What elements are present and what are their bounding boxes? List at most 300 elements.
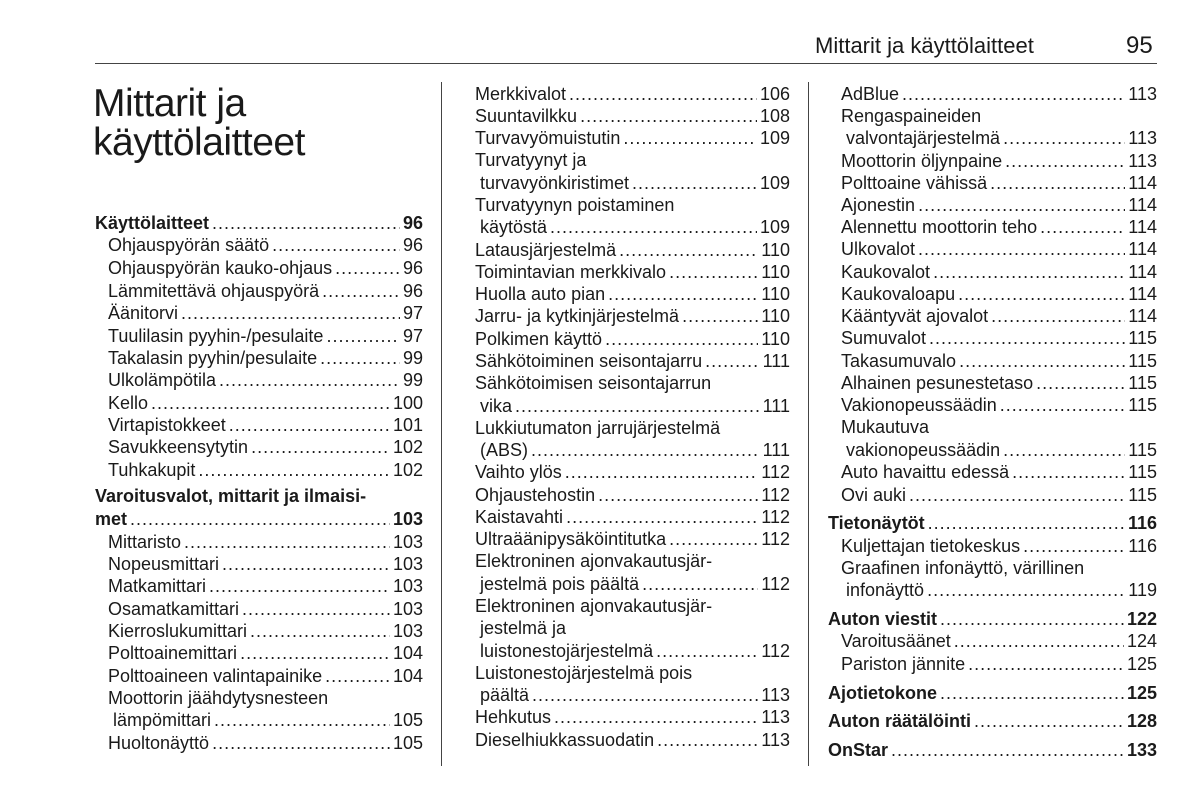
- toc-dot-leader: [1012, 462, 1125, 483]
- toc-entry[interactable]: [841, 306, 1157, 327]
- toc-entry-label: Virtapistokkeet: [108, 415, 226, 435]
- toc-entry[interactable]: [108, 348, 423, 369]
- toc-dot-leader: [569, 84, 757, 105]
- toc-entry[interactable]: [475, 730, 790, 751]
- toc-entry[interactable]: [108, 733, 423, 754]
- toc-dot-leader: [933, 262, 1125, 283]
- toc-entry-page-number: 109: [759, 128, 790, 148]
- toc-entry-label: päältä: [480, 685, 530, 705]
- toc-entry-page-number: 103: [392, 554, 423, 574]
- toc-entry[interactable]: [108, 437, 423, 458]
- toc-dot-leader: [958, 284, 1125, 305]
- toc-entry-label: Moottorin öljynpaine: [841, 151, 1003, 171]
- toc-dot-leader: [272, 235, 400, 256]
- toc-entry-text: Graafinen infonäyttö, värillinen: [841, 558, 1085, 578]
- toc-entry[interactable]: [841, 654, 1157, 675]
- toc-entry-label: vika: [480, 396, 513, 416]
- toc-entry[interactable]: [841, 284, 1157, 305]
- toc-dot-leader: [657, 730, 758, 751]
- toc-entry[interactable]: [108, 281, 423, 302]
- toc-entry-label: Ohjauspyörän kauko-ohjaus: [108, 258, 333, 278]
- toc-entry[interactable]: [841, 217, 1157, 238]
- toc-dot-leader: [532, 685, 758, 706]
- toc-entry[interactable]: [828, 711, 1157, 732]
- toc-entry-page-number: 105: [392, 733, 423, 753]
- toc-entry-label: jestelmä pois päältä: [480, 574, 640, 594]
- toc-dot-leader: [632, 173, 757, 194]
- toc-entry-label: Toimintavian merkkivalo: [475, 262, 667, 282]
- toc-dot-leader: [959, 351, 1125, 372]
- toc-entry-text: Mukautuva: [841, 417, 930, 437]
- toc-entry-label: Turvavyömuistutin: [475, 128, 621, 148]
- toc-dot-leader: [335, 258, 400, 279]
- toc-entry-page-number: 113: [1128, 151, 1157, 171]
- toc-entry-page-number: 114: [1128, 262, 1157, 282]
- toc-dot-leader: [214, 710, 390, 731]
- toc-entry[interactable]: [108, 460, 423, 481]
- toc-dot-leader: [918, 195, 1125, 216]
- toc-dot-leader: [928, 513, 1125, 534]
- toc-entry-page-number: 97: [402, 303, 423, 323]
- toc-entry[interactable]: [108, 326, 423, 347]
- toc-entry-label: Ajotietokone: [828, 683, 938, 703]
- toc-dot-leader: [229, 415, 390, 436]
- toc-dot-leader: [198, 460, 390, 481]
- toc-entry-page-number: 115: [1128, 462, 1157, 482]
- toc-entry-label: met: [95, 509, 128, 529]
- toc-entry-text: Sähkötoimisen seisontajarrun: [475, 373, 712, 393]
- toc-entry-page-number: 113: [1128, 128, 1157, 148]
- toc-entry-page-number: 102: [392, 460, 423, 480]
- toc-entry-page-number: 112: [761, 507, 790, 527]
- toc-entry-label: Matkamittari: [108, 576, 207, 596]
- toc-dot-leader: [554, 707, 758, 728]
- toc-entry-text: Elektroninen ajonvakautusjär-: [475, 551, 713, 571]
- toc-entry-label: Tietonäytöt: [828, 513, 925, 533]
- toc-entry-label: Jarru- ja kytkinjärjestelmä: [475, 306, 680, 326]
- chapter-title-line-1: Mittarit ja: [93, 82, 246, 125]
- toc-entry-label: Latausjärjestelmä: [475, 240, 617, 260]
- toc-entry[interactable]: [475, 351, 790, 372]
- toc-entry-page-number: 114: [1128, 239, 1157, 259]
- toc-entry-page-number: 110: [761, 262, 790, 282]
- toc-dot-leader: [222, 554, 390, 575]
- toc-entry[interactable]: [475, 84, 790, 105]
- toc-entry-page-number: 96: [402, 258, 423, 278]
- toc-entry[interactable]: [828, 740, 1157, 761]
- toc-dot-leader: [130, 509, 390, 530]
- toc-entry[interactable]: [841, 195, 1157, 216]
- toc-entry-label: Käyttölaitteet: [95, 213, 210, 233]
- toc-entry[interactable]: [113, 710, 423, 731]
- toc-entry-label: luistonestojärjestelmä: [480, 641, 654, 661]
- toc-dot-leader: [325, 666, 390, 687]
- toc-dot-leader: [151, 393, 390, 414]
- toc-entry[interactable]: [480, 396, 790, 417]
- toc-entry[interactable]: [95, 213, 423, 234]
- toc-entry-label: AdBlue: [841, 84, 900, 104]
- toc-entry-label: Savukkeensytytin: [108, 437, 249, 457]
- toc-entry-page-number: 99: [402, 348, 423, 368]
- toc-entry-label: Huoltonäyttö: [108, 733, 210, 753]
- toc-entry[interactable]: [108, 258, 423, 279]
- toc-dot-leader: [1003, 440, 1125, 461]
- toc-entry-text: Turvatyynyn poistaminen: [475, 195, 675, 215]
- toc-dot-leader: [623, 128, 757, 149]
- toc-entry-label: Sähkötoiminen seisontajarru: [475, 351, 703, 371]
- toc-entry-page-number: 104: [392, 666, 423, 686]
- toc-entry[interactable]: [475, 262, 790, 283]
- toc-entry-page-number: 109: [759, 173, 790, 193]
- toc-entry-page-number: 114: [1128, 195, 1157, 215]
- toc-entry[interactable]: [475, 707, 790, 728]
- toc-entry-page-number: 116: [1127, 513, 1157, 533]
- toc-entry-label: Takasumuvalo: [841, 351, 957, 371]
- toc-entry-label: Vakionopeussäädin: [841, 395, 997, 415]
- toc-dot-leader: [184, 532, 390, 553]
- toc-entry[interactable]: [846, 580, 1157, 601]
- toc-entry[interactable]: [475, 462, 790, 483]
- toc-entry[interactable]: [475, 507, 790, 528]
- toc-entry[interactable]: [480, 173, 790, 194]
- toc-entry-label: Polttoaineen valintapainike: [108, 666, 323, 686]
- toc-entry-label: Ulkovalot: [841, 239, 916, 259]
- toc-entry[interactable]: [480, 574, 790, 595]
- toc-entry-page-number: 111: [762, 396, 790, 416]
- toc-dot-leader: [515, 396, 760, 417]
- toc-entry-text: Elektroninen ajonvakautusjär-: [475, 596, 713, 616]
- toc-entry[interactable]: [475, 329, 790, 350]
- toc-entry[interactable]: [841, 151, 1157, 172]
- toc-dot-leader: [605, 329, 758, 350]
- toc-entry[interactable]: [475, 306, 790, 327]
- toc-dot-leader: [212, 733, 390, 754]
- toc-dot-leader: [1036, 373, 1125, 394]
- toc-entry[interactable]: [841, 395, 1157, 416]
- toc-entry-page-number: 102: [392, 437, 423, 457]
- toc-entry-label: Dieselhiukkassuodatin: [475, 730, 655, 750]
- toc-entry-label: Ulkolämpötila: [108, 370, 217, 390]
- toc-dot-leader: [705, 351, 759, 372]
- toc-entry-label: Ultraäänipysäköintitutka: [475, 529, 667, 549]
- toc-entry-page-number: 110: [761, 240, 790, 260]
- toc-entry[interactable]: [480, 685, 790, 706]
- toc-entry[interactable]: [841, 351, 1157, 372]
- toc-entry[interactable]: [828, 513, 1157, 534]
- toc-dot-leader: [322, 281, 400, 302]
- toc-entry[interactable]: [108, 576, 423, 597]
- toc-entry-page-number: 110: [761, 284, 790, 304]
- toc-dot-leader: [1040, 217, 1125, 238]
- toc-entry-label: Polttoaine vähissä: [841, 173, 988, 193]
- toc-dot-leader: [990, 173, 1125, 194]
- toc-entry-page-number: 110: [761, 329, 790, 349]
- toc-entry-page-number: 112: [761, 462, 790, 482]
- toc-entry-label: Pariston jännite: [841, 654, 966, 674]
- toc-entry[interactable]: [475, 485, 790, 506]
- toc-entry[interactable]: [846, 128, 1157, 149]
- toc-entry-page-number: 116: [1128, 536, 1157, 556]
- toc-dot-leader: [619, 240, 758, 261]
- toc-entry[interactable]: [108, 554, 423, 575]
- toc-entry-label: Auton viestit: [828, 609, 938, 629]
- toc-entry-page-number: 112: [761, 574, 790, 594]
- toc-entry-page-number: 114: [1128, 284, 1157, 304]
- toc-entry[interactable]: [480, 641, 790, 662]
- toc-entry-page-number: 124: [1126, 631, 1157, 651]
- toc-dot-leader: [642, 574, 758, 595]
- toc-entry-page-number: 112: [761, 485, 790, 505]
- toc-entry-page-number: 125: [1126, 683, 1157, 703]
- toc-entry-page-number: 113: [761, 685, 790, 705]
- toc-entry[interactable]: [108, 666, 423, 687]
- toc-dot-leader: [909, 485, 1125, 506]
- toc-entry[interactable]: [841, 173, 1157, 194]
- toc-entry[interactable]: [841, 536, 1157, 557]
- toc-entry[interactable]: [475, 106, 790, 127]
- toc-entry-page-number: 100: [392, 393, 423, 413]
- header-rule: [95, 63, 1157, 64]
- toc-entry-page-number: 111: [762, 351, 790, 371]
- toc-dot-leader: [974, 711, 1124, 732]
- toc-entry-page-number: 103: [392, 532, 423, 552]
- toc-dot-leader: [929, 328, 1125, 349]
- toc-entry-text: Lukkiutumaton jarrujärjestelmä: [475, 418, 721, 438]
- toc-entry-page-number: 104: [392, 643, 423, 663]
- toc-entry-label: Kaukovalot: [841, 262, 931, 282]
- toc-entry-page-number: 113: [761, 730, 790, 750]
- toc-dot-leader: [954, 631, 1124, 652]
- toc-entry-page-number: 110: [761, 306, 790, 326]
- toc-entry-page-number: 101: [392, 415, 423, 435]
- toc-entry-page-number: 125: [1126, 654, 1157, 674]
- toc-entry-page-number: 96: [402, 213, 423, 233]
- toc-entry[interactable]: [95, 509, 423, 530]
- toc-entry-page-number: 111: [762, 440, 790, 460]
- chapter-title: [93, 84, 305, 162]
- toc-dot-leader: [598, 485, 758, 506]
- toc-dot-leader: [891, 740, 1124, 761]
- toc-entry[interactable]: [108, 393, 423, 414]
- toc-entry-label: Varoitusäänet: [841, 631, 951, 651]
- toc-dot-leader: [566, 507, 758, 528]
- toc-dot-leader: [918, 239, 1125, 260]
- toc-entry[interactable]: [475, 529, 790, 550]
- toc-entry-label: käytöstä: [480, 217, 548, 237]
- toc-dot-leader: [580, 106, 757, 127]
- toc-entry-label: Nopeusmittari: [108, 554, 220, 574]
- toc-entry-label: Takalasin pyyhin/pesulaite: [108, 348, 318, 368]
- toc-entry-label: Tuulilasin pyyhin-/pesulaite: [108, 326, 324, 346]
- toc-dot-leader: [326, 326, 400, 347]
- toc-entry-label: Kello: [108, 393, 149, 413]
- toc-entry-label: Alennettu moottorin teho: [841, 217, 1038, 237]
- toc-dot-leader: [209, 576, 390, 597]
- toc-entry-text: Luistonestojärjestelmä pois: [475, 663, 693, 683]
- toc-entry-label: Polttoainemittari: [108, 643, 238, 663]
- toc-entry[interactable]: [841, 262, 1157, 283]
- toc-entry-text: Varoitusvalot, mittarit ja ilmaisi-: [95, 486, 367, 506]
- toc-entry-page-number: 119: [1128, 580, 1157, 600]
- toc-entry[interactable]: [108, 599, 423, 620]
- toc-entry-label: Auton räätälöinti: [828, 711, 971, 731]
- toc-entry-page-number: 106: [759, 84, 790, 104]
- toc-entry-page-number: 115: [1128, 440, 1157, 460]
- toc-dot-leader: [927, 580, 1125, 601]
- toc-entry[interactable]: [841, 84, 1157, 105]
- toc-dot-leader: [902, 84, 1125, 105]
- toc-entry-text: Moottorin jäähdytysnesteen: [108, 688, 329, 708]
- toc-entry[interactable]: [480, 440, 790, 461]
- toc-entry-label: turvavyönkiristimet: [480, 173, 630, 193]
- toc-entry-page-number: 105: [392, 710, 423, 730]
- toc-entry[interactable]: [841, 485, 1157, 506]
- toc-entry[interactable]: [828, 683, 1157, 704]
- toc-dot-leader: [531, 440, 760, 461]
- toc-entry-page-number: 103: [392, 621, 423, 641]
- toc-entry-page-number: 112: [761, 641, 790, 661]
- toc-dot-leader: [219, 370, 400, 391]
- toc-dot-leader: [1000, 395, 1126, 416]
- toc-entry-label: Kuljettajan tietokeskus: [841, 536, 1021, 556]
- toc-entry-label: Ajonestin: [841, 195, 916, 215]
- toc-entry-page-number: 115: [1128, 351, 1157, 371]
- toc-entry-label: Alhainen pesunestetaso: [841, 373, 1034, 393]
- toc-dot-leader: [240, 643, 390, 664]
- toc-entry-label: Mittaristo: [108, 532, 182, 552]
- toc-entry[interactable]: [480, 217, 790, 238]
- toc-entry-label: Lämmitettävä ohjauspyörä: [108, 281, 320, 301]
- toc-entry[interactable]: [846, 440, 1157, 461]
- toc-entry-label: valvontajärjestelmä: [846, 128, 1001, 148]
- toc-entry-page-number: 115: [1128, 395, 1157, 415]
- toc-dot-leader: [565, 462, 759, 483]
- toc-entry-label: lämpömittari: [113, 710, 212, 730]
- toc-dot-leader: [968, 654, 1124, 675]
- toc-entry-page-number: 128: [1126, 711, 1157, 731]
- toc-entry-label: infonäyttö: [846, 580, 925, 600]
- toc-entry-label: Hehkutus: [475, 707, 552, 727]
- toc-entry-page-number: 112: [761, 529, 790, 549]
- toc-entry-page-number: 115: [1128, 328, 1157, 348]
- toc-entry[interactable]: [841, 631, 1157, 652]
- toc-entry[interactable]: [108, 370, 423, 391]
- toc-entry[interactable]: [108, 621, 423, 642]
- toc-entry[interactable]: [108, 303, 423, 324]
- toc-dot-leader: [250, 621, 390, 642]
- toc-entry-page-number: 115: [1128, 485, 1157, 505]
- toc-entry-label: Merkkivalot: [475, 84, 567, 104]
- toc-entry-page-number: 114: [1128, 173, 1157, 193]
- toc-entry-page-number: 103: [392, 576, 423, 596]
- toc-entry-page-number: 113: [1128, 84, 1157, 104]
- toc-entry-label: Ohjauspyörän säätö: [108, 235, 270, 255]
- page-number: 95: [1126, 32, 1153, 59]
- toc-dot-leader: [550, 217, 757, 238]
- toc-entry[interactable]: [828, 609, 1157, 630]
- toc-entry-page-number: 96: [402, 235, 423, 255]
- toc-entry-label: Kierroslukumittari: [108, 621, 248, 641]
- toc-entry[interactable]: [108, 235, 423, 256]
- toc-entry-page-number: 115: [1128, 373, 1157, 393]
- toc-dot-leader: [1003, 128, 1125, 149]
- toc-dot-leader: [320, 348, 400, 369]
- toc-entry-label: Tuhkakupit: [108, 460, 196, 480]
- toc-entry-page-number: 109: [759, 217, 790, 237]
- toc-entry[interactable]: [108, 643, 423, 664]
- toc-entry[interactable]: [841, 373, 1157, 394]
- toc-entry-page-number: 114: [1128, 217, 1157, 237]
- toc-entry-page-number: 108: [759, 106, 790, 126]
- toc-entry-label: Ohjaustehostin: [475, 485, 596, 505]
- toc-entry[interactable]: [475, 240, 790, 261]
- toc-entry-label: Suuntavilkku: [475, 106, 578, 126]
- toc-entry-label: Ovi auki: [841, 485, 907, 505]
- toc-entry-label: Osamatkamittari: [108, 599, 240, 619]
- toc-dot-leader: [242, 599, 390, 620]
- toc-dot-leader: [1023, 536, 1125, 557]
- toc-entry-page-number: 103: [392, 599, 423, 619]
- toc-dot-leader: [181, 303, 400, 324]
- toc-entry-page-number: 103: [392, 509, 423, 529]
- toc-entry-label: Kaukovaloapu: [841, 284, 956, 304]
- toc-entry-text: jestelmä ja: [480, 618, 567, 638]
- toc-dot-leader: [251, 437, 390, 458]
- toc-dot-leader: [682, 306, 758, 327]
- toc-entry[interactable]: [475, 128, 790, 149]
- toc-entry-label: Huolla auto pian: [475, 284, 606, 304]
- toc-entry[interactable]: [841, 239, 1157, 260]
- toc-entry[interactable]: [841, 462, 1157, 483]
- toc-entry-text: Turvatyynyt ja: [475, 150, 587, 170]
- toc-entry-page-number: 113: [761, 707, 790, 727]
- toc-entry[interactable]: [841, 328, 1157, 349]
- toc-entry-label: Kääntyvät ajovalot: [841, 306, 989, 326]
- toc-entry-page-number: 122: [1126, 609, 1157, 629]
- toc-entry-label: Kaistavahti: [475, 507, 564, 527]
- toc-dot-leader: [940, 609, 1124, 630]
- running-header-title: Mittarit ja käyttölaitteet: [815, 33, 1034, 58]
- toc-entry[interactable]: [475, 284, 790, 305]
- column-divider-right: [808, 82, 809, 766]
- chapter-title-line-2: käyttölaitteet: [93, 121, 305, 164]
- toc-entry-page-number: 97: [402, 326, 423, 346]
- toc-entry-label: OnStar: [828, 740, 889, 760]
- toc-entry-label: (ABS): [480, 440, 529, 460]
- toc-entry-text: Rengaspaineiden: [841, 106, 982, 126]
- toc-dot-leader: [669, 529, 758, 550]
- toc-dot-leader: [656, 641, 758, 662]
- toc-dot-leader: [991, 306, 1125, 327]
- toc-entry-label: Polkimen käyttö: [475, 329, 603, 349]
- toc-entry-label: Vaihto ylös: [475, 462, 562, 482]
- toc-entry-label: Sumuvalot: [841, 328, 927, 348]
- toc-dot-leader: [212, 213, 400, 234]
- toc-entry-page-number: 99: [402, 370, 423, 390]
- toc-entry-label: vakionopeussäädin: [846, 440, 1001, 460]
- toc-entry-page-number: 96: [402, 281, 423, 301]
- toc-entry[interactable]: [108, 415, 423, 436]
- toc-dot-leader: [669, 262, 758, 283]
- toc-dot-leader: [940, 683, 1124, 704]
- toc-dot-leader: [1005, 151, 1125, 172]
- column-divider-left: [441, 82, 442, 766]
- toc-entry-page-number: 133: [1126, 740, 1157, 760]
- toc-dot-leader: [608, 284, 758, 305]
- toc-entry[interactable]: [108, 532, 423, 553]
- toc-entry-label: Auto havaittu edessä: [841, 462, 1010, 482]
- toc-entry-label: Äänitorvi: [108, 303, 179, 323]
